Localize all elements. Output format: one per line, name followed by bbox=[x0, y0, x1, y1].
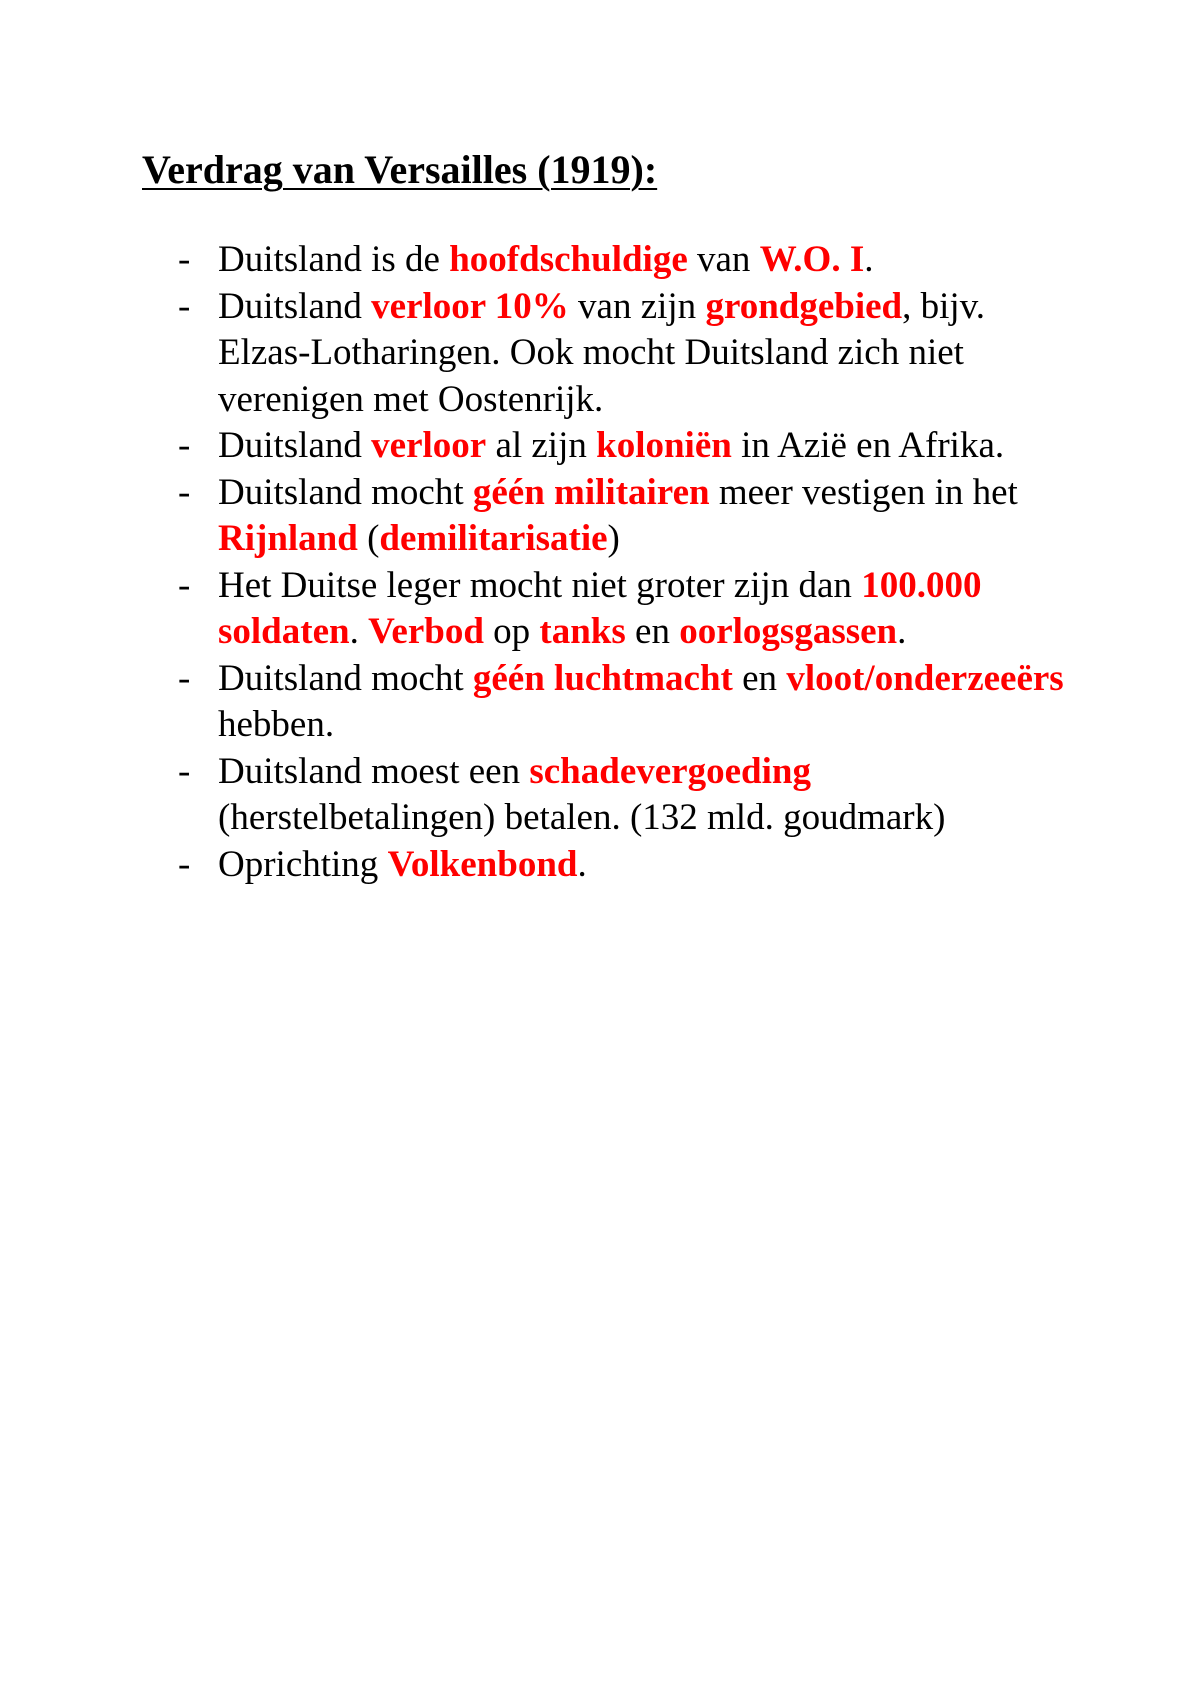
highlighted-term: tanks bbox=[539, 611, 626, 652]
highlighted-term: Volkenbond bbox=[387, 843, 578, 885]
point-text: Duitsland mocht bbox=[218, 657, 473, 699]
bullet-dash: - bbox=[178, 471, 191, 513]
bullet-dash: - bbox=[178, 239, 191, 280]
highlighted-term: hoofdschuldige bbox=[449, 239, 688, 280]
bullet-dash: - bbox=[178, 285, 191, 327]
bullet-dash: - bbox=[178, 425, 191, 466]
highlighted-term: Verbod bbox=[368, 611, 484, 652]
highlighted-term: 100.000 soldaten bbox=[218, 564, 982, 652]
highlighted-term: vloot/onderzeeërs bbox=[786, 657, 1064, 699]
highlighted-term: géén militairen bbox=[472, 471, 710, 513]
point-text: hebben. bbox=[218, 704, 335, 745]
highlighted-term: Rijnland bbox=[218, 518, 358, 559]
treaty-point bbox=[178, 656, 1078, 749]
highlighted-term: demilitarisatie bbox=[379, 518, 608, 559]
highlighted-term: W.O. I bbox=[759, 239, 865, 280]
document-title: Verdrag van Versailles (1919): bbox=[142, 147, 658, 192]
point-text: van zijn bbox=[568, 285, 706, 327]
point-text: Het Duitse leger mocht niet groter zijn dan bbox=[218, 564, 862, 606]
point-text: al zijn bbox=[486, 425, 597, 466]
point-text: Duitsland bbox=[218, 425, 372, 466]
point-text: . bbox=[577, 843, 587, 885]
point-text: Oprichting bbox=[218, 843, 388, 885]
bullet-dash: - bbox=[178, 843, 191, 885]
point-text: van bbox=[687, 239, 760, 280]
treaty-point bbox=[178, 842, 1078, 889]
treaty-point bbox=[178, 470, 1078, 563]
point-text: en bbox=[732, 657, 787, 699]
point-text: ( bbox=[357, 518, 380, 559]
highlighted-term: koloniën bbox=[596, 425, 732, 466]
highlighted-term: oorlogsgassen bbox=[679, 611, 898, 652]
point-text: . bbox=[349, 611, 369, 652]
point-text: . bbox=[897, 611, 907, 652]
point-text: op bbox=[483, 611, 540, 652]
point-text: Duitsland is de bbox=[218, 239, 450, 280]
point-text: (herstelbetalingen) betalen. (132 mld. goudmark) bbox=[218, 797, 946, 838]
highlighted-term: verloor bbox=[371, 425, 487, 466]
treaty-point bbox=[178, 423, 1078, 470]
highlighted-term: grondgebied bbox=[705, 285, 903, 327]
bullet-dash: - bbox=[178, 564, 191, 606]
point-text: in Azië en Afrika. bbox=[731, 425, 1005, 466]
treaty-point bbox=[178, 237, 1078, 284]
treaty-points-list bbox=[178, 237, 1078, 888]
highlighted-term: géén luchtmacht bbox=[472, 657, 733, 699]
point-text: . bbox=[864, 239, 874, 280]
point-text: Duitsland moest een bbox=[218, 750, 530, 792]
bullet-dash: - bbox=[178, 750, 191, 792]
treaty-point bbox=[178, 284, 1078, 424]
point-text: Duitsland bbox=[218, 285, 372, 327]
point-text: meer vestigen in het bbox=[709, 471, 1018, 513]
point-text: ) bbox=[607, 518, 620, 559]
bullet-dash: - bbox=[178, 657, 191, 699]
highlighted-term: schadevergoeding bbox=[529, 750, 811, 792]
point-text: , bijv. Elzas-Lotharingen. Ook mocht Duitsland zich niet verenigen met Oostenrijk. bbox=[218, 285, 986, 420]
point-text: en bbox=[625, 611, 680, 652]
treaty-point bbox=[178, 749, 1078, 842]
highlighted-term: verloor 10% bbox=[371, 285, 569, 327]
treaty-point bbox=[178, 563, 1078, 656]
point-text: Duitsland mocht bbox=[218, 471, 473, 513]
